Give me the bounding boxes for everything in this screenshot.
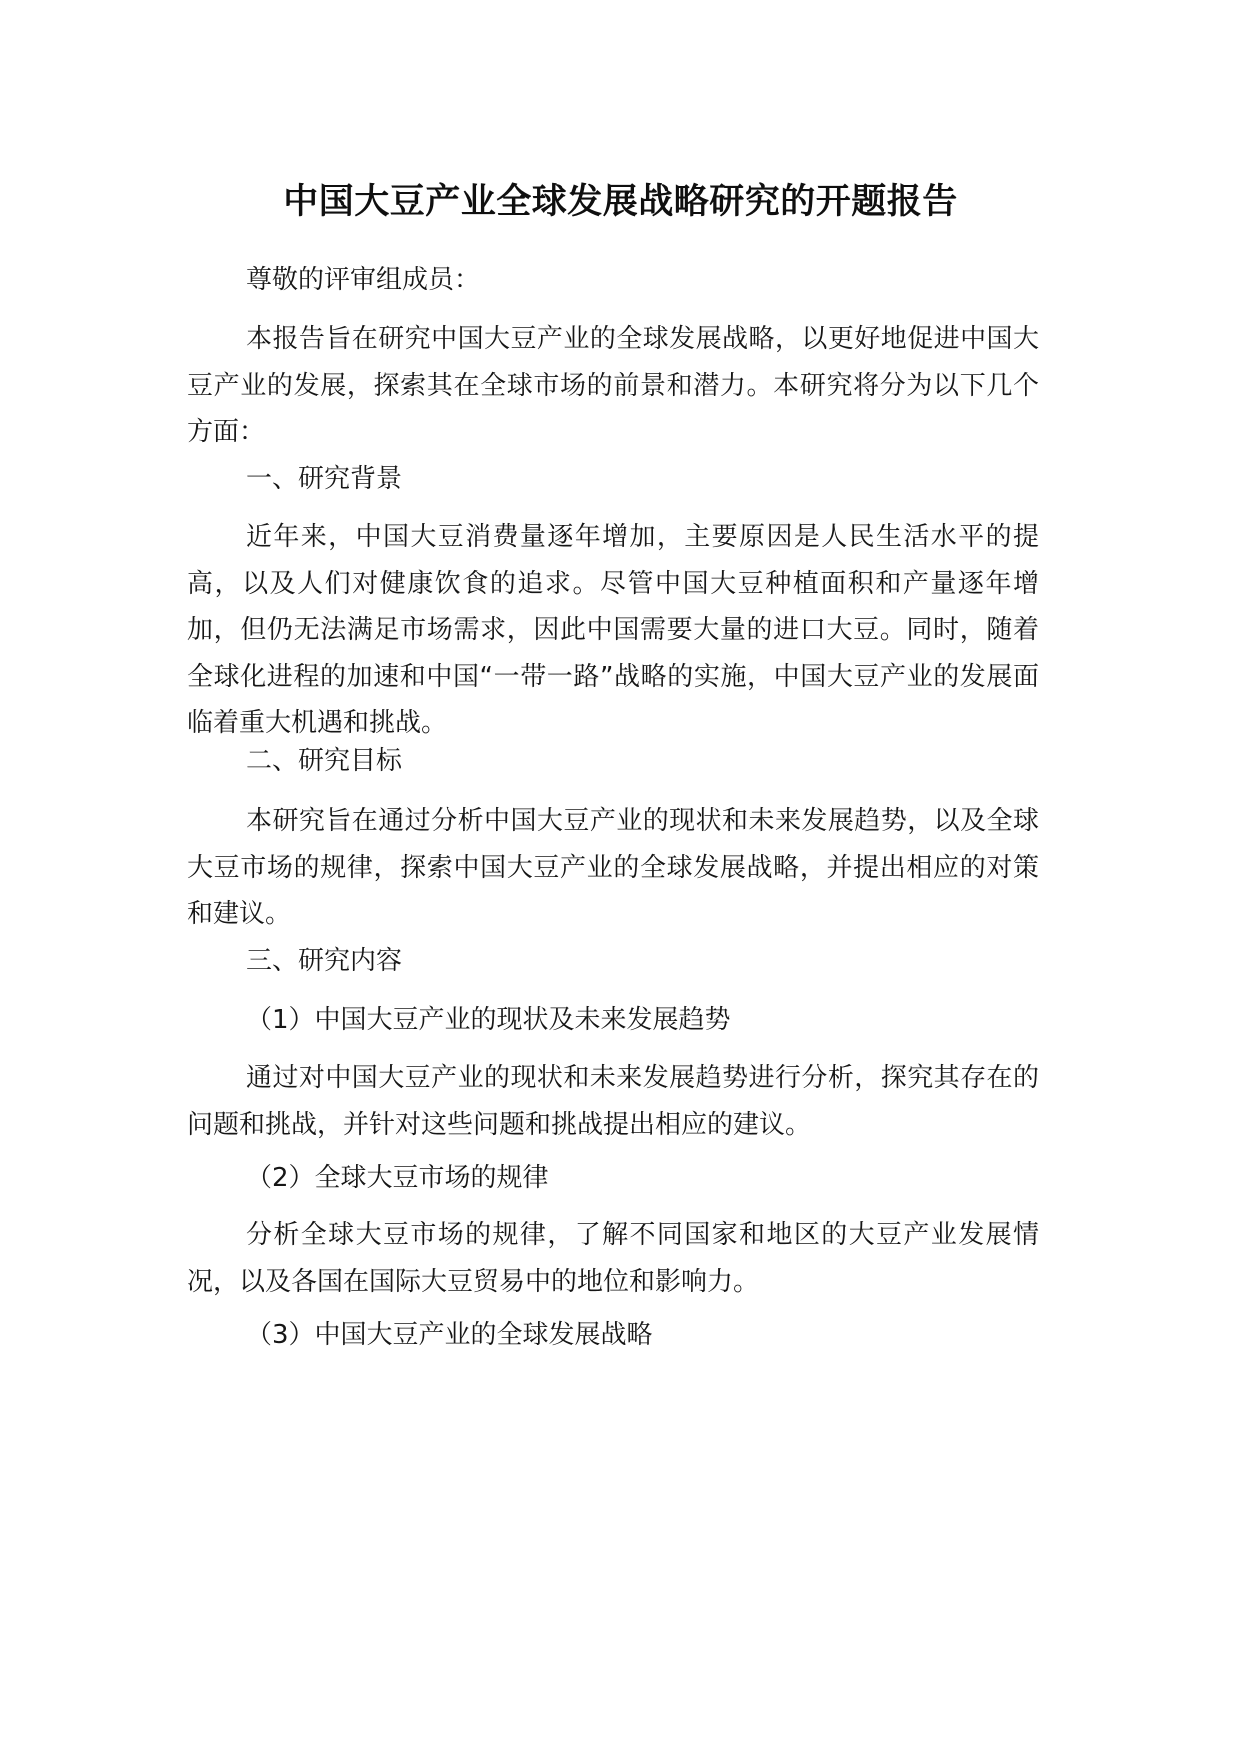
subsection-heading-1: （1）中国大豆产业的现状及未来发展趋势 xyxy=(246,1005,731,1035)
salutation: 尊敬的评审组成员： xyxy=(246,265,481,295)
subsection-heading-3: （3）中国大豆产业的全球发展战略 xyxy=(246,1320,653,1350)
section-heading-content: 三、研究内容 xyxy=(246,946,403,976)
background-paragraph: 近年来，中国大豆消费量逐年增加，主要原因是人民生活水平的提高，以及人们对健康饮食的追求。尽管中国大豆种植面积和产量逐年增加，但仍无法满足市场需求，因此中国需要大量的进口大豆。同时，随着全球化进程的加速和中国“一带一路”战略的实施，中国大豆产业的发展面临着重大机遇和挑战。 xyxy=(187,522,1039,738)
subsection-heading-2: （2）全球大豆市场的规律 xyxy=(246,1163,549,1193)
objectives-paragraph: 本研究旨在通过分析中国大豆产业的现状和未来发展趋势，以及全球大豆市场的规律，探索中国大豆产业的全球发展战略，并提出相应的对策和建议。 xyxy=(187,806,1039,929)
section-heading-background: 一、研究背景 xyxy=(246,464,403,494)
section-heading-objectives: 二、研究目标 xyxy=(246,746,403,776)
document-title: 中国大豆产业全球发展战略研究的开题报告 xyxy=(283,182,958,222)
intro-paragraph: 本报告旨在研究中国大豆产业的全球发展战略，以更好地促进中国大豆产业的发展，探索其在全球市场的前景和潜力。本研究将分为以下几个方面： xyxy=(187,324,1039,447)
subsection-2-paragraph: 分析全球大豆市场的规律，了解不同国家和地区的大豆产业发展情况，以及各国在国际大豆贸易中的地位和影响力。 xyxy=(187,1220,1039,1297)
subsection-1-paragraph: 通过对中国大豆产业的现状和未来发展趋势进行分析，探究其存在的问题和挑战，并针对这些问题和挑战提出相应的建议。 xyxy=(187,1063,1039,1140)
